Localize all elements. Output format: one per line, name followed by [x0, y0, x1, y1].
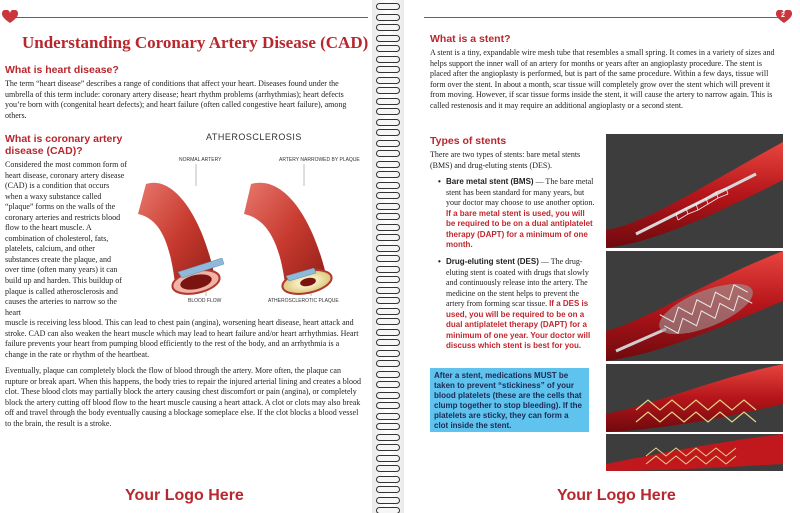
label-plaque: ATHEROSCLEROTIC PLAQUE	[268, 298, 339, 304]
page-number: 2	[781, 12, 785, 19]
binding-ring	[376, 486, 400, 493]
stent-image-catheter	[606, 134, 783, 248]
binding-ring	[376, 392, 400, 399]
stent-image-mesh	[606, 364, 783, 432]
binding-ring	[376, 234, 400, 241]
binding-ring	[376, 423, 400, 430]
binding-ring	[376, 350, 400, 357]
binding-ring	[376, 413, 400, 420]
plaque-text: Eventually, plaque can completely block the flow of blood through the artery. More often, the plaque can rupture or break apart. When this happens, the body tries to repair the injured arterial lining and creates a blood clot. These blood clots may partially block the artery causing chest discomfort or pain (angina), or completely block the artery cutting off blood flow to the heart muscle causing a heart attack. A clot or clots may also break off and travel through the body eventually causing a blockage someplace else. If the clot blocks a blood vessel to the brain, the result is a stroke.	[5, 366, 361, 428]
binding-ring	[376, 371, 400, 378]
binding-ring	[376, 476, 400, 483]
bms-text: — The bare metal stent has been standard for many years, but your doctor may choose to use another option.	[446, 177, 595, 208]
binding-ring	[376, 24, 400, 31]
label-blood-flow: BLOOD FLOW	[188, 298, 222, 304]
des-title: Drug-eluting stent (DES)	[446, 257, 539, 266]
binding-ring	[376, 98, 400, 105]
binding-ring	[376, 87, 400, 94]
binding-ring	[376, 339, 400, 346]
label-narrowed-artery: ARTERY NARROWED BY PLAQUE	[279, 157, 360, 163]
medication-callout: After a stent, medications MUST be taken to prevent “stickiness” of your blood platelets (these are the cells that clump together to stop bleeding). If the platelets are sticky, they can form a clot inside the stent.	[430, 368, 589, 432]
bullet-dot: •	[438, 257, 441, 266]
spiral-binding	[372, 0, 404, 513]
binding-ring	[376, 444, 400, 451]
heart-disease-heading: What is heart disease?	[5, 64, 119, 76]
binding-ring	[376, 119, 400, 126]
cad-column-text: Considered the most common form of heart disease, coronary artery disease (CAD) is a condition that occurs when a waxy substance called “plaque” forms on the walls of the coronary arteries and restricts blood flow to the heart muscle. A combination of cholesterol, fats, platelets, calcium, and other substances create the plaque, and over time (often many years) it can build up and harden. This buildup of plaque is called atherosclerosis and causes the arteries to narrow so the heart	[5, 160, 127, 317]
binding-ring	[376, 329, 400, 336]
binding-ring	[376, 192, 400, 199]
binding-ring	[376, 434, 400, 441]
binding-ring	[376, 14, 400, 21]
label-normal-artery: NORMAL ARTERY	[179, 157, 222, 163]
binding-ring	[376, 360, 400, 367]
atherosclerosis-figure	[136, 130, 368, 306]
stent-image-expanded	[606, 434, 783, 471]
binding-ring	[376, 161, 400, 168]
binding-ring	[376, 45, 400, 52]
binding-ring	[376, 308, 400, 315]
header-rule	[14, 17, 368, 18]
binding-ring	[376, 287, 400, 294]
bms-bullet	[438, 177, 596, 251]
binding-ring	[376, 224, 400, 231]
cad-heading: What is coronary artery disease (CAD)?	[5, 133, 123, 158]
bullet-dot: •	[438, 177, 441, 186]
binding-ring	[376, 66, 400, 73]
binding-ring	[376, 213, 400, 220]
binding-ring	[376, 108, 400, 115]
binding-ring	[376, 266, 400, 273]
binding-ring	[376, 297, 400, 304]
binding-ring	[376, 507, 400, 513]
bms-warning: If a bare metal stent is used, you will be required to be on a dual antiplatelet therapy (DAPT) for a minimum of one month.	[446, 208, 593, 250]
binding-ring	[376, 56, 400, 63]
binding-ring	[376, 381, 400, 388]
binding-ring	[376, 203, 400, 210]
binding-ring	[376, 129, 400, 136]
cad-full-text: muscle is receiving less blood. This can lead to chest pain (angina), worsening heart disease, heart attack and stroke. CAD can also weaken the heart muscle which may lead to heart failure and/or heart arrhythmias. Heart failure prevents your heart from pumping blood efficiently to the rest of the body, and an arrhythmia is a change in the rate or rhythm of the heartbeat.	[5, 318, 359, 359]
binding-ring	[376, 35, 400, 42]
binding-ring	[376, 276, 400, 283]
logo-left: Your Logo Here	[125, 487, 244, 504]
artery-illustration	[136, 164, 368, 296]
binding-ring	[376, 171, 400, 178]
heart-icon	[2, 10, 18, 24]
types-intro: There are two types of stents: bare metal stents (BMS) and drug-eluting stents (DES).	[430, 150, 581, 170]
figure-title: ATHEROSCLEROSIS	[206, 132, 302, 142]
heart-disease-text: The term “heart disease” describes a range of conditions that affect your heart. Diseases found under the umbrella of this term include: coronary artery disease; heart rhythm problems (arrhythmias); heart defects you’re born with (congenital heart defects); and heart failure (often called congestive heart failure), among others.	[5, 79, 347, 120]
des-warning: If a DES is used, you will be required to be on a dual antiplatelet therapy (DAPT) for a minimum of one year. Your doctor will discuss which stent is best for you.	[446, 299, 591, 351]
header-rule	[424, 17, 786, 18]
stent-image-expanding	[606, 251, 783, 361]
binding-ring	[376, 150, 400, 157]
binding-ring	[376, 318, 400, 325]
binding-ring	[376, 455, 400, 462]
page-title: Understanding Coronary Artery Disease (CAD)	[22, 33, 369, 52]
binding-ring	[376, 497, 400, 504]
types-heading: Types of stents	[430, 135, 507, 147]
binding-ring	[376, 402, 400, 409]
bms-title: Bare metal stent (BMS)	[446, 177, 534, 186]
logo-right: Your Logo Here	[557, 487, 676, 504]
binding-ring	[376, 3, 400, 10]
left-page	[0, 0, 372, 513]
des-text: — The drug-eluting stent is coated with drugs that slowly and continuously release into the artery. The medicine on the stent helps to prevent the artery from forming scar tissue.	[446, 257, 589, 309]
binding-ring	[376, 140, 400, 147]
binding-ring	[376, 77, 400, 84]
binding-ring	[376, 465, 400, 472]
binding-ring	[376, 182, 400, 189]
stent-heading: What is a stent?	[430, 33, 511, 45]
binding-ring	[376, 245, 400, 252]
stent-text: A stent is a tiny, expandable wire mesh tube that resembles a small spring. It comes in a variety of sizes and helps support the inner wall of an artery for months or years after an angioplasty procedure. The stent is placed after the angioplasty is performed, but is part of the same procedure. Within a few days, tissue will form over the stent. In about a month, scar tissue will completely grow over the stent which will prevent it from moving. However, if scar tissue forms inside the stent, it will cause the artery to narrow again. This is called restenosis and it may require an additional angioplasty or a second stent.	[430, 48, 775, 110]
des-bullet	[438, 257, 596, 352]
binding-ring	[376, 255, 400, 262]
